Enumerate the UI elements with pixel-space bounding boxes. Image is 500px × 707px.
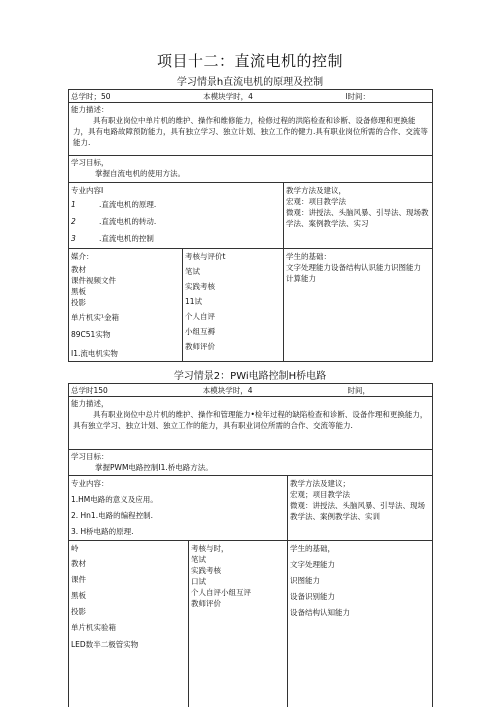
ability-text: 具有职业岗位中总片机的维护、操作和管理能力•检年过程的缺陷检查和诊断、设备作理和更换能力，具有独立学习、独立计划、独立工作的能力，具有职业词位所需的合作、交流等能力. [73,410,428,430]
time-label: l时间： [345,92,370,101]
resources-row [69,249,432,361]
ability-row [69,397,432,450]
content-item: 2 .直流电机的转动. [71,217,157,226]
assessment-cell [183,249,284,361]
content-label: 专业内容： [71,479,109,488]
section-1-heading: 学习情景h直流电机的原理及控制 [176,77,324,88]
assessment-item: 考核与时， [191,544,229,553]
page-title: 项目十二：直流电机的控制 [156,52,343,70]
media-item: 黑板 [71,591,86,600]
basis-item: 识图能力 [290,576,320,585]
media-cell [69,541,189,707]
ability-label: 能力描述： [71,105,109,114]
media-cell [69,249,183,361]
section-1-table [68,89,433,362]
goal-text: 掌握PWM电路控制I1.桥电路方法。 [95,463,213,472]
basis-cell [284,249,432,361]
method-cell: 教学方法及建议； 宏观；项目教学法 微观：讲授法、头脑风暴、引导法、现场教学法、案例教学法、实训 [290,479,425,521]
media-item: 89C51实物 [71,330,111,339]
goal-label: 学习目标： [71,452,109,461]
basis-item: 学生的基础， [290,544,335,553]
media-item: 课件视频文件 [71,276,116,285]
media-item: 投影 [71,298,86,307]
basis-item: 文字处理能力设备结构认识能力识图能力 [286,263,421,272]
content-cell [69,476,288,540]
assessment-cell [189,541,288,707]
goal-row [69,450,432,476]
basis-cell [288,541,432,707]
assessment-item: 个人自评 [185,312,215,321]
media-item: 教材 [71,559,86,568]
total-hours: 总学时150 [71,386,108,395]
media-item: 黑板 [71,287,86,296]
resources-row [69,541,432,707]
content-cell [69,183,284,248]
assessment-item: 实践考核 [185,282,215,291]
goal-text: 掌握自流电机的使用方法。 [95,169,185,178]
basis-item: 设备识别能力 [290,592,335,601]
basis-item: 设备结构认知能力 [290,608,350,617]
media-item: 课件 [71,575,86,584]
total-hours: 总学时；50 [71,92,111,101]
section-2-table [68,383,433,707]
assessment-item: 11试 [185,297,203,306]
media-item: 投影 [71,607,86,616]
assessment-item: 考核与评价t [185,252,226,261]
media-item: 教材 [71,265,86,274]
basis-item: 计算能力 [286,274,316,283]
assessment-item: 笔试 [185,267,200,276]
ability-row [69,103,432,156]
ability-text: 具有职业岗位中单片机的维护、操作和维修能力，检修过程的洪陷检查和诊断、设备修理和更换能力，具有电路故障预防能力，具有独立学习、独立计划、独立工作的健力.具有职业岗位所需的合作、交流等能力. [73,116,428,147]
assessment-item: 口试 [191,577,206,586]
content-row [69,476,432,541]
goal-label: 学习目标， [71,158,109,167]
content-item: 1.HM电路的意义及应用。 [71,495,158,504]
basis-item: 文字处理能力 [290,560,335,569]
media-item: I1.流电机实物 [71,349,118,358]
info-row [69,384,432,397]
ability-label: 能力描述， [71,399,109,408]
module-hours: 本模块学时，4 [202,386,253,395]
assessment-item: 笔试 [191,555,206,564]
media-item: 单片机实验箱 [71,623,116,632]
assessment-item: 个人自评小组互评 [191,588,251,597]
module-hours: 本模块学时，4 [203,92,253,101]
content-label: 专业内容I [71,186,104,195]
content-row [69,183,432,249]
time-label: 时间， [347,386,370,395]
content-item: 3. H桥电路的原理. [71,527,134,536]
media-item: LED数半二极管实物 [71,640,139,649]
method-cell: 教学方法及建议， 宏观：项目教学法 微观：讲授法、头脑风暴、引导法、现场教学法、案例教学法、实习 [286,186,429,228]
media-item: 媒介： [71,252,94,261]
assessment-item: 教师评价 [185,342,215,351]
media-item: 单片机实¹金箱 [71,313,120,322]
media-item: 岭 [71,544,79,553]
section-2-heading: 学习情景2：PWi电路控制H桥电路 [173,371,327,382]
assessment-item: 教师评价 [191,599,221,608]
assessment-item: 实践考核 [191,566,221,575]
content-item: 1 .直流电机的原理. [71,200,157,209]
assessment-item: 小组互褥 [185,327,215,336]
basis-item: 学生的基础： [286,252,331,261]
goal-row [69,156,432,183]
content-item: 3 .直流电机的控制 [71,234,154,243]
content-item: 2. Hn1.电路的编程控制. [71,511,153,520]
info-row [69,90,432,103]
